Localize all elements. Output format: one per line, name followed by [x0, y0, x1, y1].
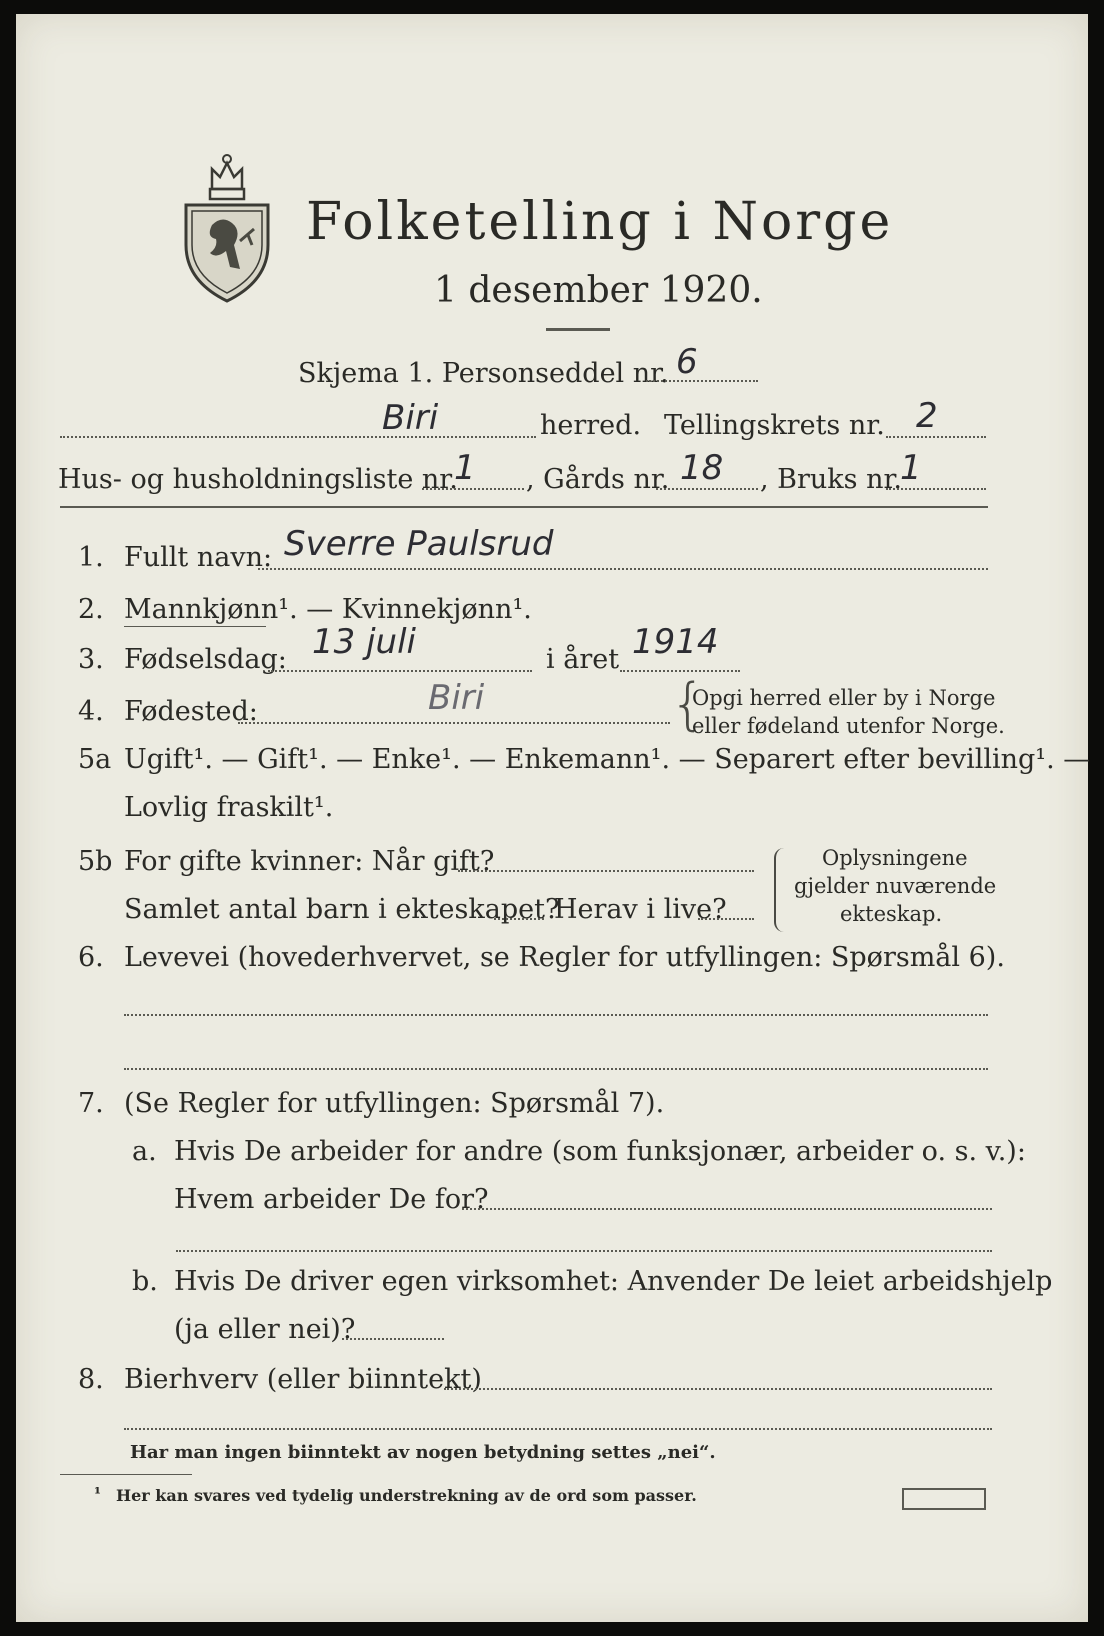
q1-label: Fullt navn:	[124, 542, 273, 573]
q8-line1	[444, 1388, 992, 1390]
personseddel-nr[interactable]: 6	[676, 342, 698, 382]
herred-line	[60, 436, 536, 438]
q6-number: 6.	[78, 942, 104, 973]
q6-label: Levevei (hovederhvervet, se Regler for utfyllingen: Spørsmål 6).	[124, 942, 1005, 973]
q3-label: Fødselsdag:	[124, 644, 287, 675]
census-date: 1 desember 1920.	[434, 270, 763, 311]
household-list-line	[422, 488, 524, 490]
q7-label: (Se Regler for utfyllingen: Spørsmål 7).	[124, 1088, 665, 1119]
q5b-children-line	[494, 918, 544, 920]
q7-number: 7.	[78, 1088, 104, 1119]
q4-note-line2: eller fødeland utenfor Norge.	[692, 714, 1005, 738]
q5b-alive-label: Herav i live?	[554, 894, 727, 925]
birth-year-value[interactable]: 1914	[632, 622, 719, 662]
full-name-value[interactable]: Sverre Paulsrud	[284, 524, 554, 564]
tellingskrets-line	[886, 436, 986, 438]
q7b-line1: Hvis De driver egen virksomhet: Anvender De leiet arbeidshjelp	[174, 1266, 1053, 1297]
footnote-mark: ¹	[94, 1484, 102, 1503]
census-form	[16, 14, 1091, 1622]
skjema-label: Skjema 1. Personseddel nr.	[298, 358, 669, 389]
q7b-line2: (ja eller nei)?	[174, 1314, 356, 1345]
q5b-line2: Samlet antal barn i ekteskapet?	[124, 894, 560, 925]
biinntekt-note: Har man ingen biinntekt av nogen betydning settes „nei“.	[130, 1442, 716, 1463]
q4-line	[238, 722, 670, 724]
q6-line2	[124, 1068, 988, 1070]
form-title: Folketelling i Norge	[306, 192, 894, 252]
title-divider	[546, 328, 610, 331]
q7a-employer-line2	[176, 1250, 992, 1252]
gards-label: , Gårds nr.	[526, 464, 670, 495]
q7b-answer-line	[342, 1338, 444, 1340]
q8-line2	[124, 1428, 992, 1430]
q5b-brace	[774, 848, 786, 932]
q5b-alive-line	[698, 918, 754, 920]
bruks-nr[interactable]: 1	[900, 448, 922, 488]
gards-line	[656, 488, 758, 490]
tellingskrets-label: Tellingskrets nr.	[664, 410, 885, 441]
household-list-label: Hus- og husholdningsliste nr.	[58, 464, 458, 495]
footnote-text: Her kan svares ved tydelig understrekning av de ord som passer.	[116, 1486, 697, 1505]
herred-value[interactable]: Biri	[382, 398, 439, 438]
printer-stamp	[902, 1488, 986, 1510]
personseddel-line	[646, 380, 758, 382]
header-separator	[60, 506, 988, 508]
household-list-nr[interactable]: 1	[454, 448, 476, 488]
q7a-employer-line	[462, 1208, 992, 1210]
footnote-divider	[60, 1474, 192, 1475]
q3-number: 3.	[78, 644, 104, 675]
bruks-label: , Bruks nr.	[760, 464, 903, 495]
q7a-line2: Hvem arbeider De for?	[174, 1184, 489, 1215]
q5b-married-line	[458, 870, 754, 872]
herred-label: herred.	[540, 410, 642, 441]
q5a-options-line2[interactable]: Lovlig fraskilt¹.	[124, 792, 334, 823]
q4-number: 4.	[78, 696, 104, 727]
tellingskrets-nr[interactable]: 2	[916, 396, 938, 436]
q3-year-label: i året	[546, 644, 620, 675]
q5b-number: 5b	[78, 846, 113, 877]
q2-number: 2.	[78, 594, 104, 625]
q5a-number: 5a	[78, 744, 112, 775]
q5b-line1: For gifte kvinner: Når gift?	[124, 846, 495, 877]
q2-underline	[124, 626, 266, 627]
q8-label: Bierhverv (eller biinntekt)	[124, 1364, 482, 1395]
q7a-line1: Hvis De arbeider for andre (som funksjonær, arbeider o. s. v.):	[174, 1136, 1026, 1167]
coat-of-arms-icon	[182, 149, 272, 305]
q5b-note-line2: gjelder nuværende	[794, 874, 997, 898]
q5b-note-line3: ekteskap.	[840, 902, 943, 926]
bruks-line	[886, 488, 986, 490]
q8-number: 8.	[78, 1364, 104, 1395]
q7b-marker: b.	[132, 1266, 158, 1297]
q4-note-line1: Opgi herred eller by i Norge	[692, 686, 996, 710]
q4-label: Fødested:	[124, 696, 258, 727]
gards-nr[interactable]: 18	[680, 448, 724, 488]
birthplace-value[interactable]: Biri	[428, 678, 485, 718]
birthday-value[interactable]: 13 juli	[312, 622, 416, 662]
q1-line	[258, 568, 988, 570]
q6-line1	[124, 1014, 988, 1016]
q3-line	[268, 670, 532, 672]
q5a-options[interactable]: Ugift¹. — Gift¹. — Enke¹. — Enkemann¹. — Separert efter bevilling¹. —	[124, 744, 1091, 775]
q2-label[interactable]: Mannkjønn¹. — Kvinnekjønn¹.	[124, 594, 532, 625]
q7a-marker: a.	[132, 1136, 157, 1167]
q4-brace: {	[670, 672, 706, 737]
q5b-note-line1: Oplysningene	[822, 846, 968, 870]
q1-number: 1.	[78, 542, 104, 573]
